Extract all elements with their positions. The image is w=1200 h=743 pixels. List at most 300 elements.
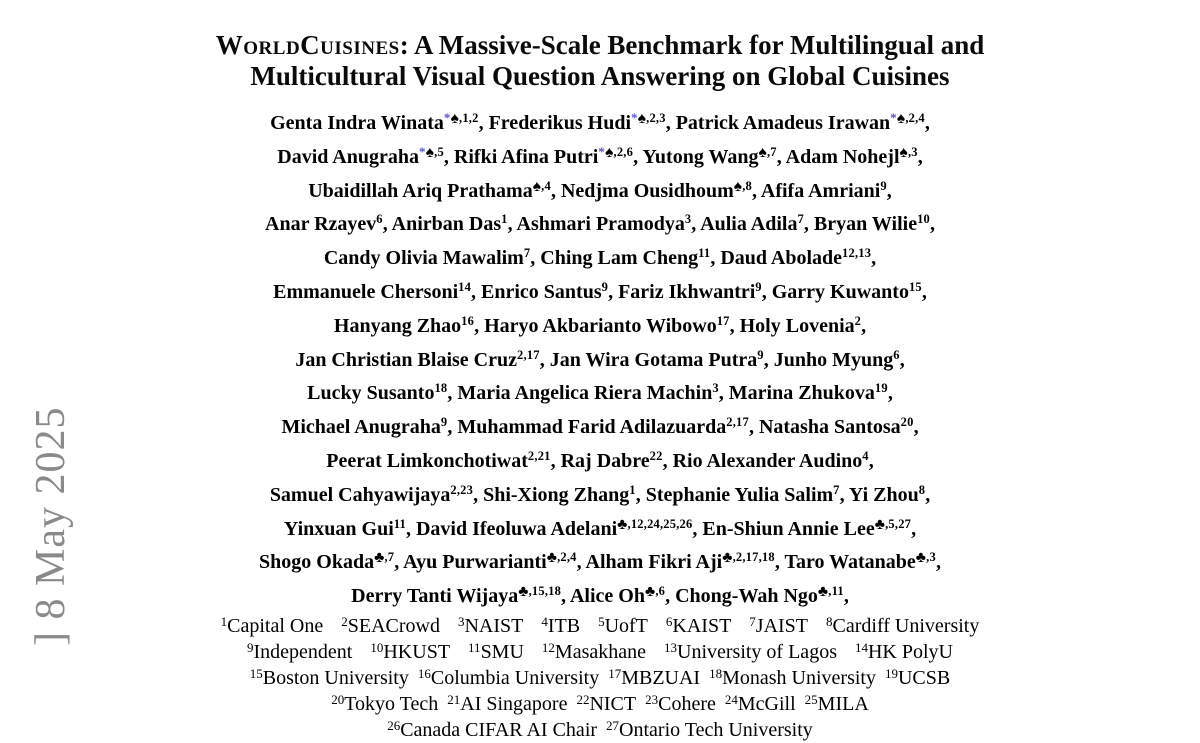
author — [720, 247, 871, 269]
affiliation-name: Masakhane — [554, 640, 646, 663]
author — [351, 585, 561, 607]
affiliation — [749, 615, 808, 637]
author-name: Junho Myung — [773, 348, 894, 371]
author-name: Yutong Wang — [642, 145, 759, 168]
affiliation — [608, 667, 700, 689]
affiliation-number: 5 — [598, 613, 605, 629]
affiliation-numbers: ,7 — [384, 550, 395, 565]
author — [517, 213, 692, 235]
spade-icon: ♠ — [605, 143, 614, 161]
affiliation-numbers: 9 — [880, 178, 887, 193]
author-name: Ching Lam Cheng — [540, 247, 699, 270]
author — [540, 247, 710, 269]
affiliation-numbers: ,2,17,18 — [732, 550, 775, 565]
author-name: Frederikus Hudi — [488, 112, 632, 134]
affiliation-name: Cardiff University — [832, 614, 980, 637]
affiliation — [542, 641, 646, 663]
author-footnote-marks — [842, 246, 871, 260]
author-name: Yi Zhou — [848, 483, 919, 506]
footnote-star-icon: * — [443, 110, 451, 125]
affiliation-number: 8 — [826, 613, 833, 629]
author-line: Derry Tanti Wijaya$^{♣,15,18}$, Alice $Oh^{♣,6}$, Chong-Wah Ngo$^{♣,11}$, — [351, 583, 849, 608]
spade-icon: ♠ — [637, 110, 647, 127]
affiliation-name: Tokyo Tech — [344, 692, 439, 715]
author-footnote-marks — [862, 449, 868, 463]
affiliation-numbers: 1 — [629, 482, 636, 497]
author-line: Jan Christian Blaise Cruz$^{2,17}$, Jan Wira Gotama Putra$^9$, Junho Myung$^6$, — [295, 347, 905, 371]
affiliation-name: McGill — [737, 692, 796, 715]
affiliation-number: 26 — [387, 717, 401, 733]
affiliation-numbers: ,11 — [828, 584, 844, 599]
author-footnote-marks — [917, 212, 930, 226]
affiliation-name: NICT — [589, 692, 637, 715]
author-name: Raj Dabre — [560, 449, 650, 472]
author — [259, 551, 394, 573]
author-footnote-marks — [755, 280, 761, 294]
affiliation-name: KAIST — [672, 614, 732, 637]
author-name: Holy Lovenia — [739, 314, 855, 337]
author — [774, 349, 900, 371]
affiliation-number: 7 — [749, 613, 756, 629]
author-footnote-marks — [685, 212, 691, 226]
author-name: Shi-Xiong Zhang — [483, 483, 630, 506]
author-footnote-marks — [598, 145, 633, 159]
author-name: Lucky Susanto — [307, 382, 435, 405]
author — [700, 213, 804, 235]
author-footnote-marks — [374, 549, 395, 567]
affiliation-name: HKUST — [383, 640, 451, 663]
author — [483, 484, 636, 506]
affiliation-line — [0, 613, 1200, 639]
affiliation-name: AI Singapore — [460, 692, 568, 715]
affiliation-numbers: ,1,2 — [459, 111, 479, 125]
affiliation-numbers: 7 — [523, 246, 531, 261]
author-footnote-marks — [450, 483, 473, 497]
footnote-star-icon: * — [890, 110, 897, 125]
author — [489, 112, 666, 134]
affiliation-number: 1 — [220, 613, 228, 629]
author-line: Anar Rzayev$^6$, Anirban Das$^1$, Ashmari Pramodya$^3$, Aulia Adila$^7$, Bryan Wilie$^{10}$, — [265, 212, 935, 236]
affiliation-block — [0, 613, 1200, 743]
author-name: Marina Zhukova — [728, 382, 875, 405]
affiliation-numbers: ,3 — [926, 550, 936, 565]
paper-brand-smallcaps: WorldCuisines — [215, 30, 400, 60]
author-footnote-marks — [759, 145, 777, 159]
author-name: Yinxuan Gui — [283, 517, 394, 540]
affiliation-name: NAIST — [464, 614, 524, 637]
author-name: Adam Nohejl — [785, 145, 900, 168]
author — [618, 281, 762, 303]
author-name: Daud Abolade — [720, 247, 843, 270]
affiliation — [447, 693, 567, 715]
affiliation-numbers: ,2,3 — [646, 111, 666, 125]
affiliation-number: 25 — [804, 691, 818, 707]
author — [740, 315, 861, 337]
affiliation-numbers: 8 — [918, 482, 926, 497]
club-icon: ♣ — [722, 549, 733, 567]
author — [308, 177, 551, 202]
author-name: Anar Rzayev — [265, 213, 377, 236]
author — [324, 247, 530, 269]
author-footnote-marks — [717, 314, 730, 328]
club-icon: ♣ — [374, 549, 385, 567]
affiliation-name: Independent — [253, 640, 353, 663]
spade-icon: ♠ — [899, 143, 908, 161]
author — [295, 349, 539, 371]
author-footnote-marks — [712, 381, 718, 395]
affiliation-line — [0, 639, 1200, 665]
author-footnote-marks — [419, 145, 444, 159]
spade-icon: ♠ — [758, 143, 767, 161]
affiliation — [468, 641, 524, 663]
footnote-star-icon: * — [631, 110, 638, 125]
author-footnote-marks — [900, 145, 918, 159]
affiliation — [576, 693, 636, 715]
author — [673, 450, 869, 472]
affiliation-numbers: 4 — [862, 448, 869, 463]
author-name: Afifa Amriani — [760, 179, 881, 202]
affiliation-number: 4 — [541, 613, 548, 629]
author-footnote-marks — [376, 212, 382, 226]
affiliation-number: 14 — [854, 639, 868, 655]
affiliation-name: MBZUAI — [621, 666, 701, 689]
author-line: Yinxuan Gui$^{11}$, David Ifeoluwa Adelani$^{♣,12,24,25,26}$, En-Shiun Annie Lee$^{♣,5,27}$, — [283, 515, 917, 540]
club-icon: ♣ — [817, 583, 829, 601]
author — [453, 143, 634, 168]
author — [646, 484, 840, 506]
author — [761, 180, 887, 202]
author-footnote-marks — [517, 348, 540, 362]
author-name: Stephanie Yulia Salim — [645, 483, 834, 506]
affiliation-numbers: ,6 — [655, 584, 666, 599]
author-name: Jan Wira Gotama Putra — [549, 348, 758, 371]
footnote-star-icon: * — [418, 143, 426, 159]
affiliation — [885, 667, 950, 689]
author — [281, 416, 447, 438]
author-name: Emmanuele Chersoni — [273, 280, 459, 303]
affiliation — [387, 719, 597, 741]
author — [785, 143, 918, 168]
author — [702, 515, 912, 540]
affiliation-numbers: 2,17 — [726, 415, 749, 430]
affiliation-number: 21 — [447, 691, 461, 707]
club-icon: ♣ — [915, 549, 927, 567]
affiliation-number: 20 — [331, 691, 345, 707]
author-name: Ayu Purwarianti — [403, 551, 547, 574]
author — [560, 177, 752, 202]
author-footnote-marks — [722, 549, 775, 567]
author-name: Maria Angelica Riera Machin — [457, 382, 713, 405]
affiliation-numbers: 15 — [908, 279, 922, 294]
author-footnote-marks — [629, 483, 635, 497]
affiliation — [826, 615, 979, 637]
author-name: Fariz Ikhwantri — [618, 280, 756, 303]
affiliation-name: MILA — [817, 692, 869, 715]
affiliation-number: 24 — [724, 691, 738, 707]
affiliation-number: 6 — [665, 613, 673, 629]
author-name: David Ifeoluwa Adelani — [415, 517, 618, 540]
affiliation-name: Canada CIFAR AI Chair — [400, 718, 598, 741]
author — [481, 281, 608, 303]
affiliation — [855, 641, 953, 663]
author-footnote-marks — [602, 280, 608, 294]
author-footnote-marks — [441, 415, 447, 429]
affiliation — [805, 693, 869, 715]
affiliation-line — [0, 665, 1200, 691]
author — [561, 450, 663, 472]
author — [784, 551, 936, 573]
affiliation-number: 23 — [645, 691, 659, 707]
author-line: Candy Olivia Mawalim$^7$, Ching Lam Cheng$^{11}$, Daud Abolade$^{12,13}$, — [323, 246, 877, 270]
author-line: Shogo Okada$^{♣,7}$, Ayu Purwarianti$^{♣,2,4}$, Alham Fikri Aji$^{♣,2,17,18}$, Taro Watanabe$^{♣,3}$, — [259, 549, 941, 574]
author-name: Alice Oh — [569, 585, 645, 608]
author-name: Derry Tanti Wijaya — [351, 585, 519, 608]
affiliation-numbers: 18 — [434, 381, 448, 396]
author-footnote-marks — [797, 212, 803, 226]
author-footnote-marks — [757, 348, 763, 362]
author — [270, 484, 473, 506]
affiliation-number: 19 — [884, 665, 898, 681]
author-line: Genta Indra Winata$^{*♠,1,2}$, Frederikus Hudi$^{*♠,2,3}$, Patrick Amadeus Irawan$^{*♠,2,4}$, — [270, 110, 930, 134]
affiliation-numbers: 2 — [854, 313, 862, 328]
author-footnote-marks — [458, 280, 471, 294]
paper-title-line1 — [0, 30, 1200, 61]
author-name: En-Shiun Annie Lee — [702, 517, 875, 540]
affiliation-numbers: 9 — [440, 415, 448, 430]
paper-title — [0, 30, 1200, 92]
author-footnote-marks — [533, 179, 551, 193]
author-footnote-marks — [875, 381, 888, 395]
affiliation-numbers: 16 — [461, 313, 475, 328]
author — [676, 112, 925, 134]
affiliation-numbers: 17 — [716, 313, 730, 328]
affiliation-line — [0, 691, 1200, 717]
author-footnote-marks — [434, 381, 447, 395]
spade-icon: ♠ — [532, 177, 542, 195]
author-name: Alham Fikri Aji — [585, 551, 723, 574]
author-footnote-marks — [734, 179, 752, 193]
affiliation-number: 12 — [541, 639, 555, 655]
affiliation-number: 16 — [417, 665, 431, 681]
club-icon: ♣ — [546, 549, 558, 567]
affiliation-numbers: ,2,4 — [905, 111, 925, 125]
affiliation-numbers: ,2,6 — [613, 144, 634, 159]
author — [772, 281, 922, 303]
author-footnote-marks — [875, 517, 911, 531]
affiliation-number: 10 — [370, 639, 384, 655]
author-footnote-marks — [855, 314, 861, 328]
affiliation — [709, 667, 876, 689]
author-footnote-marks — [501, 212, 507, 226]
affiliation-name: JAIST — [755, 614, 809, 637]
author-footnote-marks — [444, 111, 479, 125]
affiliation-numbers: ,5 — [434, 144, 444, 159]
author-line: Hanyang Zhao$^{16}$, Haryo Akbarianto Wibowo$^{17}$, Holy Lovenia$^2$, — [333, 313, 867, 337]
author-name: Muhammad Farid Adilazuarda — [457, 416, 727, 439]
affiliation-number: 27 — [606, 717, 620, 733]
author — [284, 518, 406, 540]
affiliation-numbers: 11 — [393, 516, 406, 531]
affiliation — [341, 615, 440, 637]
author — [484, 315, 730, 337]
affiliation-name: Monash University — [722, 666, 876, 689]
author-footnote-marks — [880, 179, 886, 193]
author-footnote-marks — [726, 415, 749, 429]
author — [759, 416, 914, 438]
author — [675, 585, 844, 607]
author-footnote-marks — [893, 348, 899, 362]
author — [334, 315, 474, 337]
author — [586, 551, 775, 573]
affiliation-numbers: 2,23 — [450, 482, 474, 497]
author-name: Genta Indra Winata — [270, 112, 444, 134]
author-name: Hanyang Zhao — [333, 314, 462, 337]
author-line: Peerat Limkonchotiwat$^{2,21}$, Raj Dabre$^{22}$, Rio Alexander Audino$^4$, — [326, 448, 874, 472]
affiliation-numbers: 7 — [797, 212, 804, 227]
affiliation-numbers: 9 — [755, 279, 762, 294]
author-name: Anirban Das — [391, 213, 502, 236]
spade-icon: ♠ — [450, 110, 460, 127]
author-name: Chong-Wah Ngo — [675, 585, 818, 608]
author-name: Patrick Amadeus Irawan — [675, 112, 891, 134]
author-name: Bryan Wilie — [813, 213, 918, 236]
affiliation — [250, 667, 409, 689]
author-footnote-marks — [890, 111, 925, 125]
club-icon: ♣ — [874, 515, 886, 533]
author — [273, 281, 471, 303]
affiliation — [664, 641, 837, 663]
affiliation-number: 2 — [341, 613, 348, 629]
author — [814, 213, 930, 235]
author-footnote-marks — [915, 549, 936, 567]
author-footnote-marks — [833, 483, 839, 497]
affiliation-name: ITB — [547, 614, 581, 637]
author-name: Ashmari Pramodya — [516, 213, 685, 236]
spade-icon: ♠ — [896, 110, 906, 127]
affiliation — [418, 667, 599, 689]
affiliation-numbers: ,2,4 — [557, 550, 577, 565]
author-footnote-marks — [644, 583, 666, 601]
affiliation-number: 11 — [468, 639, 481, 655]
affiliation-numbers: 2,17 — [517, 347, 540, 362]
author-footnote-marks — [650, 449, 663, 463]
author-line: Samuel Cahyawijaya$^{2,23}$, Shi-Xiong Zhang$^1$, Stephanie Yulia Salim$^7$, Yi Zhou$^8$, — [269, 482, 931, 506]
affiliation-name: SEACrowd — [347, 614, 440, 637]
affiliation-name: Ontario Tech University — [619, 718, 813, 741]
author-line: Ubaidillah Ariq Prathama$^{♠,4}$, Nedjma Ousidhoum$^{♠,8}$, Afifa Amriani$^9$, — [308, 177, 892, 202]
affiliation-numbers: ,4 — [541, 178, 551, 193]
author-footnote-marks — [919, 483, 925, 497]
affiliation-numbers: 19 — [874, 381, 888, 396]
affiliation-number: 18 — [709, 665, 723, 681]
affiliation-numbers: ,3 — [907, 144, 918, 159]
affiliation-name: SMU — [480, 640, 524, 663]
affiliation-name: University of Lagos — [677, 640, 837, 663]
affiliation-numbers: 14 — [458, 279, 472, 294]
author — [403, 551, 576, 573]
author-line: Michael Anugraha$^9$, Muhammad Farid Adilazuarda$^{2,17}$, Natasha Santosa$^{20}$, — [281, 415, 919, 439]
author-line: David Anugraha$^{*♠,5}$, Rifki Afina Putri$^{*♠,2,6}$, Yutong Wang$^{♠,7}$, Adam Nohejl$^{♠,3}$, — [277, 143, 923, 168]
author-name: Michael Anugraha — [281, 416, 441, 439]
affiliation — [331, 693, 438, 715]
spade-icon: ♠ — [733, 177, 743, 195]
affiliation-numbers: 3 — [684, 212, 692, 227]
author-name: Aulia Adila — [700, 213, 798, 236]
author-name: Nedjma Ousidhoum — [560, 179, 734, 202]
author-name: Natasha Santosa — [758, 416, 901, 439]
affiliation-number: 15 — [249, 665, 263, 681]
affiliation — [666, 615, 731, 637]
affiliation-number: 13 — [664, 639, 677, 655]
author-footnote-marks — [461, 314, 474, 328]
affiliation-numbers: 20 — [900, 415, 914, 430]
affiliation-numbers: ,8 — [742, 178, 752, 193]
author-footnote-marks — [617, 517, 692, 531]
author-name: Garry Kuwanto — [771, 280, 909, 303]
author-name: David Anugraha — [277, 145, 419, 168]
affiliation-numbers: 11 — [698, 246, 711, 261]
author-footnote-marks — [698, 246, 710, 260]
affiliation-numbers: 3 — [712, 381, 719, 396]
affiliation-numbers: 1 — [501, 212, 508, 227]
author — [550, 349, 764, 371]
affiliation — [598, 615, 648, 637]
affiliation-numbers: ,7 — [766, 144, 777, 159]
club-icon: ♣ — [617, 515, 628, 533]
affiliation — [221, 615, 324, 637]
paper-title-line2: Multicultural Visual Question Answering on Global Cuisines — [250, 61, 950, 91]
paper-title-line1-rest: : A Massive-Scale Benchmark for Multilingual and — [399, 30, 985, 60]
affiliation-numbers: 12,13 — [842, 246, 872, 261]
affiliation — [247, 641, 352, 663]
author — [265, 213, 383, 235]
affiliation-numbers: 22 — [649, 448, 663, 463]
affiliation — [541, 615, 580, 637]
author — [326, 450, 550, 472]
author — [307, 382, 447, 404]
affiliation-numbers: ,12,24,25,26 — [627, 516, 693, 531]
affiliation-name: HK PolyU — [867, 640, 953, 663]
affiliation — [725, 693, 796, 715]
author — [570, 585, 665, 607]
affiliation — [645, 693, 716, 715]
author-footnote-marks — [524, 246, 530, 260]
affiliation — [458, 615, 523, 637]
author — [392, 213, 508, 235]
affiliation-numbers: 10 — [917, 212, 930, 227]
author — [849, 484, 925, 506]
author — [415, 515, 693, 540]
affiliation-name: Columbia University — [430, 666, 600, 689]
author — [729, 382, 888, 404]
affiliation-numbers: ,5,27 — [885, 516, 912, 531]
affiliation-numbers: 9 — [601, 279, 609, 294]
author — [642, 143, 777, 168]
author-name: Shogo Okada — [259, 551, 375, 574]
author-name: Rifki Afina Putri — [453, 145, 599, 168]
affiliation-numbers: 9 — [757, 347, 764, 362]
affiliation-number: 22 — [576, 691, 590, 707]
arxiv-date-stamp: ] 8 May 2025 — [28, 406, 74, 646]
author-footnote-marks — [518, 583, 562, 601]
affiliation-numbers: 2,21 — [527, 448, 551, 463]
affiliation-numbers: 6 — [893, 347, 900, 362]
affiliation-numbers: 6 — [376, 212, 383, 227]
footnote-star-icon: * — [598, 143, 606, 159]
author-footnote-marks — [528, 449, 551, 463]
affiliation-name: Boston University — [262, 666, 409, 689]
author-name: Rio Alexander Audino — [672, 449, 863, 472]
